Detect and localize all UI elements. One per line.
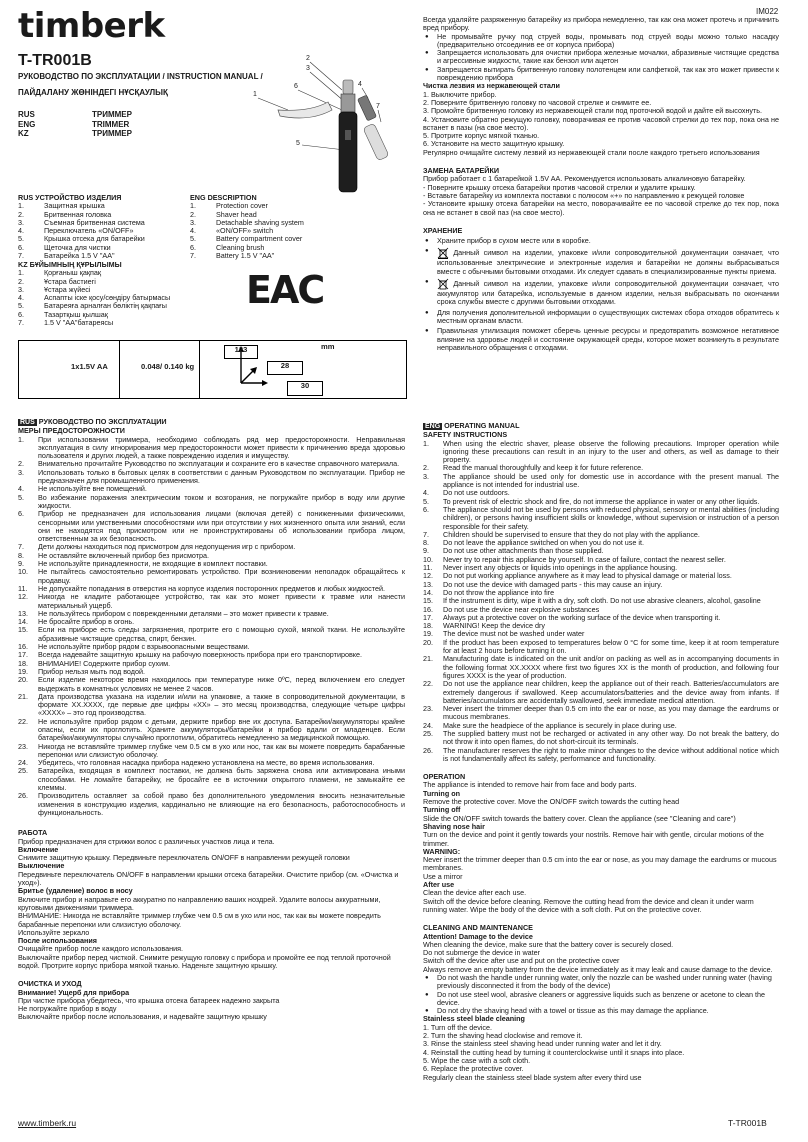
safety-item-text: Не оставляйте включенный прибор без присмотра. xyxy=(38,550,210,560)
paragraph: Не погружайте прибор в воду xyxy=(18,1004,117,1014)
device-part-label: Щеточка для чистки xyxy=(44,242,111,252)
item-number: 6. xyxy=(423,504,429,514)
paragraph: Выключайте прибор перед чисткой. Снимите режущую головку с прибора и промойте ее под теплой проточной водой. Протрите корпус прибора мягкой тканью. Наденьте защитную крышку. xyxy=(18,952,391,970)
item-number: 23. xyxy=(18,741,28,751)
item-number: 10. xyxy=(423,554,433,564)
paragraph: 3. Rinse the stainless steel shaving head under running water and let it dry. xyxy=(423,1039,662,1049)
item-number: 25. xyxy=(18,766,28,776)
device-part-item xyxy=(190,252,350,260)
device-part-label: Аспапты іске қосу/сөндіру батырмасы xyxy=(44,293,171,303)
item-number: 15. xyxy=(18,625,28,635)
device-part-item xyxy=(18,319,218,327)
device-description-kz xyxy=(18,261,218,327)
safety-item-text: Всегда надевайте защитную крышку на рабочую поверхность прибора при его транспортировке. xyxy=(38,650,362,660)
safety-item-text: Производитель оставляет за собой право без дополнительного уведомления вносить незначительные изменения в конструкцию изделия, кардинально не влияющие на его безопасность, работоспособность и функциональность. xyxy=(38,791,405,817)
safety-item-text: The device must not be washed under water xyxy=(443,629,585,639)
safety-item xyxy=(423,705,779,722)
item-number: 21. xyxy=(423,654,433,664)
item-number: 4. xyxy=(18,484,24,494)
paragraph: 2. Turn the shaving head clockwise and remove it. xyxy=(423,1031,583,1041)
specs-table xyxy=(18,340,407,399)
item-number: 11. xyxy=(423,563,433,573)
item-number: 4. xyxy=(18,226,24,236)
paragraph: Turn on the device and point it gently towards your nostrils. Remove hair with gentle, circular motions of the trimmer. xyxy=(423,830,764,848)
item-number: 1. xyxy=(18,434,24,444)
item-number: 20. xyxy=(18,675,28,685)
paragraph: После использования xyxy=(18,936,97,946)
safety-item-text: Never insert the trimmer deeper than 0.5 cm into the ear or nose, as you may damage the eardrums or mucous membranes. xyxy=(443,704,779,722)
safety-item-text: Do not use the device near explosive substances xyxy=(443,604,600,614)
item-number: 26. xyxy=(423,745,433,755)
safety-item-text: Do not use outdoors. xyxy=(443,488,510,498)
safety-item-text: When using the electric shaver, please observe the following precautions. Improper operation while ignoring these precautions can result in an injury to the user and others, as well as damage to their property. xyxy=(443,438,779,465)
device-en-title: ENG DESCRIPTION xyxy=(190,193,257,202)
spec-unit: mm xyxy=(321,342,335,351)
device-part-item xyxy=(190,235,350,243)
item-number: 5. xyxy=(18,492,24,502)
safety-item-text: Не пользуйтесь прибором с поврежденными деталями – это может привести к травме. xyxy=(38,608,329,618)
item-number: 18. xyxy=(423,621,433,631)
paragraph: Clean the device after each use. xyxy=(423,888,527,898)
item-number: 3. xyxy=(18,284,24,294)
item-number: 5. xyxy=(190,234,196,244)
item-number: 22. xyxy=(18,716,28,726)
paragraph: 4. Reinstall the cutting head by turning it counterclockwise until it snaps into place. xyxy=(423,1047,685,1057)
device-part-label: Тазартқыш қылшақ xyxy=(44,309,108,319)
item-number: 20. xyxy=(423,637,433,647)
ru-safety-title: МЕРЫ ПРЕДОСТОРОЖНОСТИ xyxy=(18,426,125,436)
paragraph: Включите прибор и направьте его аккуратно по направлению ваших ноздрей. Удалите волосы аккуратными, круговыми движениями триммера. xyxy=(18,894,381,912)
safety-item-text: Никогда не кладите работающее устройство, так как это может привести к травме или нанести материальный ущерб. xyxy=(38,592,405,610)
safety-item-text: If the product has been exposed to temperatures below 0 °C for some time, keep it at room temperature for at least 2 hours before turning it on. xyxy=(443,637,779,656)
item-number: 16. xyxy=(18,642,28,652)
safety-item-text: WARNING! Keep the device dry xyxy=(443,621,545,631)
device-part-label: Protection cover xyxy=(216,201,268,211)
ru-manual xyxy=(18,418,405,1022)
bullet-item: ● Do not wash the handle under running water, only the nozzle can be washed under running water (having previously disconnected it from the body of the device) xyxy=(423,974,779,991)
safety-item-text: Батарейка, входящая в комплект поставки, не должна быть заряжена снова или активирована иными способами. Не ломайте батарейку, не бросайте ее в источники открытого пламени, не замыкайте ее клеммы. xyxy=(38,766,405,793)
item-number: 21. xyxy=(18,691,28,701)
item-number: 12. xyxy=(18,592,28,602)
paragraph: 6. Replace the protective cover. xyxy=(423,1064,524,1074)
item-number: 18. xyxy=(18,658,28,668)
paragraph: Внимание! Ущерб для прибора xyxy=(18,987,130,997)
paragraph: Снимите защитную крышку. Передвиньте переключатель ON/OFF в направлении режущей головки xyxy=(18,853,350,863)
item-number: 14. xyxy=(18,617,28,627)
manual-title xyxy=(18,71,263,99)
safety-item xyxy=(18,593,405,610)
paragraph: Slide the ON/OFF switch towards the battery cover. Clean the appliance (see "Cleaning and care") xyxy=(423,813,736,823)
safety-item-text: Do not put working appliance anywhere as it may lead to physical damage or material loss. xyxy=(443,571,732,581)
language-code: KZ xyxy=(18,129,29,138)
bullet-item: ● Запрещается вытирать бритвенную головку полотенцем или салфеткой, так как это может привести к повреждению прибора xyxy=(423,66,779,83)
paragraph: WARNING: xyxy=(423,846,461,856)
safety-item-text: To prevent risk of electric shock and fire, do not immerse the appliance in water or any other liquids. xyxy=(443,496,760,506)
device-part-label: Батареяға арналған бөліктің қақпағы xyxy=(44,301,167,311)
paragraph: - Установите крышку отсека батарейки на место, поворачивайте ее по часовой стрелке до тех пор, пока она не встанет в свой паз (на свое место). xyxy=(423,199,779,217)
item-number: 13. xyxy=(18,608,28,618)
safety-item-text: Do not throw the appliance into fire xyxy=(443,587,555,597)
device-part-label: 1.5 V "AA"батареясы xyxy=(44,318,114,328)
spec-weight: 0.048/ 0.140 kg xyxy=(141,362,195,371)
item-number: 16. xyxy=(423,604,433,614)
safety-item-text: Внимательно прочитайте Руководство по эксплуатации и сохраните его в качестве справочного материала. xyxy=(38,459,400,469)
item-number: 7. xyxy=(18,251,24,261)
safety-item-text: Не бросайте прибор в огонь. xyxy=(38,617,135,627)
safety-item xyxy=(18,743,405,760)
safety-item xyxy=(423,440,779,465)
paragraph: ВНИМАНИЕ: Никогда не вставляйте триммер глубже чем 0.5 см в ухо или нос, так как вы можете повредить барабанные перепонки или слизистую оболочку. xyxy=(18,911,381,929)
item-number: 3. xyxy=(190,217,196,227)
safety-item-text: Make sure the headpiece of the appliance is securely in place during use. xyxy=(443,720,677,730)
device-part-label: Detachable shaving system xyxy=(216,217,304,227)
paragraph: Switch off the device after use and put on the protective cover xyxy=(423,956,620,966)
crossed-bin-icon xyxy=(437,279,453,288)
dimension-height: 123 xyxy=(224,345,258,359)
brand-logo: timberk xyxy=(18,6,165,46)
paragraph: - Вставьте батарейку из комплекта поставки с полюсом «+» по направлению к режущей головке xyxy=(423,190,745,200)
item-number: 2. xyxy=(18,276,24,286)
paragraph: 2. Поверните бритвенную головку по часовой стрелке и снимите ее. xyxy=(423,97,652,107)
device-part-item xyxy=(190,202,350,210)
device-description-ru xyxy=(18,194,188,260)
paragraph: Всегда удаляйте разряженную батарейку из прибора немедленно, так как она может протечь и причинить вред прибору. xyxy=(423,15,779,33)
ru-battery-title: ЗАМЕНА БАТАРЕЙКИ xyxy=(423,166,500,176)
paragraph: The appliance is intended to remove hair from face and body parts. xyxy=(423,780,637,790)
callout-7: 7 xyxy=(376,103,380,110)
footer-url-link[interactable]: www.timberk.ru xyxy=(18,1118,77,1128)
dimension-width: 28 xyxy=(267,361,303,375)
paragraph: Выключение xyxy=(18,861,65,871)
item-number: 19. xyxy=(18,666,28,676)
item-number: 3. xyxy=(18,467,24,477)
paragraph: Attention! Damage to the device xyxy=(423,931,533,941)
callout-6: 6 xyxy=(294,83,298,90)
paragraph: Бритье (удаление) волос в носу xyxy=(18,886,133,896)
manual-title-line-2: ПАЙДАЛАНУ ЖӨНІНДЕГІ НҰСҚАУЛЫҚ xyxy=(18,88,168,97)
item-number: 8. xyxy=(18,550,24,560)
device-part-label: Переключатель «ON/OFF» xyxy=(44,226,134,236)
item-number: 13. xyxy=(423,579,433,589)
storage-text: Для получения дополнительной информации о существующих системах сбора отходов обратитесь к местным органам власти. xyxy=(437,307,779,325)
device-description-en xyxy=(190,194,350,260)
paragraph: Выключайте прибор после использования, и надевайте защитную крышку xyxy=(18,1012,267,1022)
item-number: 2. xyxy=(18,459,24,469)
storage-item xyxy=(423,278,779,307)
safety-item-text: Do not use the appliance near children, keep the appliance out of their reach. Batteries/accumulators are extremely dangerous if swallowed. Keep accumulators/batteries and the device away from infants. If batteries/accumulators are accidentally swallowed, seek immediate medical attention. xyxy=(443,679,779,705)
paragraph: 3. Промойте бритвенную головку из нержавеющей стали под проточной водой и дайте ей высохнуть. xyxy=(423,106,763,116)
device-part-label: Защитная крышка xyxy=(44,201,105,211)
en-op-title: OPERATION xyxy=(423,772,466,782)
safety-item-text: ВНИМАНИЕ! Содержите прибор сухим. xyxy=(38,658,171,668)
paragraph: Do not submerge the device in water xyxy=(423,948,541,958)
safety-item xyxy=(423,506,779,531)
safety-item xyxy=(18,767,405,792)
en-manual xyxy=(423,422,779,1082)
device-part-label: Ұстара жүйесі xyxy=(44,284,91,294)
safety-item xyxy=(18,436,405,461)
paragraph: When cleaning the device, make sure that the battery cover is securely closed. xyxy=(423,939,674,949)
ru-storage-title: ХРАНЕНИЕ xyxy=(423,225,463,235)
item-number: 5. xyxy=(18,234,24,244)
paragraph: Always remove an empty battery from the device immediately as it may leak and cause damage to the device. xyxy=(423,964,773,974)
item-number: 4. xyxy=(423,488,429,498)
callout-5: 5 xyxy=(296,140,300,147)
device-part-label: Shaver head xyxy=(216,209,257,219)
manual-title-line-1: РУКОВОДСТВО ПО ЭКСПЛУАТАЦИИ / INSTRUCTION MANUAL / xyxy=(18,72,263,81)
safety-item-text: The manufacturer reserves the right to make minor changes to the device without additional notice which is not fundamentally affect its safety, performance and functionality. xyxy=(443,745,779,763)
item-number: 8. xyxy=(423,538,429,548)
bullet-item: ● Do not dry the shaving head with a towel or tissue as this may damage the appliance. xyxy=(423,1007,779,1015)
device-part-label: Қорғаныш қақпақ xyxy=(44,268,102,278)
item-number: 12. xyxy=(423,571,433,581)
safety-item xyxy=(18,718,405,743)
safety-item-text: Прибор не предназначен для использования лицами (включая детей) с пониженными физическими, сенсорными или умственными способностями или при отсутствии у них жизненного опыта или знаний, если они не находятся под присмотром или не проинструктированы об использовании прибора лицом, ответственным за их безопасность. xyxy=(38,509,405,544)
storage-text: Правильная утилизация поможет сберечь ценные ресурсы и предотвратить возможное негативное влияние на здоровье людей и состояние окружающей среды, которое может возникнуть в результате неправильного обращения с отходами. xyxy=(437,326,779,352)
safety-item-text: The supplied battery must not be recharged or activated in any other way. Do not break the battery, do not throw it into open flames, do not short-circuit its terminals. xyxy=(443,728,779,747)
paragraph: Прибор работает с 1 батарейкой 1.5V AA. Рекомендуется использовать алкалиновую батарейку. xyxy=(423,174,746,184)
device-ru-title: RUS УСТРОЙСТВО ИЗДЕЛИЯ xyxy=(18,193,122,202)
paragraph: 4. Установите обратно режущую головку, поворачивая ее против часовой стрелки до тех пор, пока она не встанет в пазы (на свое место). xyxy=(423,114,779,132)
paragraph: Never insert the trimmer deeper than 0.5 cm into the ear or nose, as you may damage the eardrums or mucous membranes. xyxy=(423,855,777,873)
safety-item xyxy=(18,510,405,543)
safety-item xyxy=(18,693,405,718)
safety-item-text: Не пытайтесь самостоятельно ремонтировать устройство. При возникновении неполадок обращайтесь к продавцу. xyxy=(38,567,405,585)
safety-item-text: Прибор нельзя мыть под водой. xyxy=(38,666,145,676)
paragraph: After use xyxy=(423,880,455,890)
safety-item-text: Не используйте прибор рядом с детьми, держите прибор вне их доступа. Батарейки/аккумуляторы крайне опасны, если их проглотить. Храните аккумуляторы/батарейки и прибор вдали от младенцев. Если батарейки/аккумуляторы случайно проглотили, обратитесь немедленно за медицинской помощью. xyxy=(38,716,405,743)
bullet-item: ● Запрещается использовать для очистки прибора железные мочалки, абразивные чистящие средства и агрессивные жидкости, такие как бензол или ацетон xyxy=(423,49,779,66)
safety-item-text: Дата производства указана на изделии и/или на упаковке, а также в сопроводительной документации, в формате XX.XXXX, где первые две цифры «XX» – это месяц производства, следующие четыре цифры «XXXX» – это год производства. xyxy=(38,691,405,718)
en-safety-title: SAFETY INSTRUCTIONS xyxy=(423,430,508,440)
safety-item-text: Если изделие некоторое время находилось при температуре ниже 0ºС, перед включением его следует выдержать в комнатных условиях не менее 2 часов. xyxy=(38,675,405,693)
device-part-label: Батарейка 1.5 V "AA" xyxy=(44,251,115,261)
callout-1: 1 xyxy=(253,91,257,98)
item-number: 22. xyxy=(423,679,433,689)
safety-item-text: Не используйте вне помещений. xyxy=(38,484,147,494)
safety-item-text: Во избежание поражения электрическим током и возгорания, не погружайте прибор в воду или другие жидкости. xyxy=(38,492,405,510)
paragraph: 1. Turn off the device. xyxy=(423,1022,492,1032)
storage-item xyxy=(423,247,779,276)
item-number: 6. xyxy=(18,242,24,252)
item-number: 6. xyxy=(18,309,24,319)
language-name: ТРИММЕР xyxy=(92,129,132,138)
safety-item-text: Manufacturing date is indicated on the unit and/or on packing as well as in accompanying documents in the following format XX.XXXX where first two figures XX is the month of production, and following four figures XXXX is the year of production. xyxy=(443,654,779,680)
language-name: ТРИММЕР xyxy=(92,110,132,119)
spec-battery: 1x1.5V AA xyxy=(71,362,108,371)
item-number: 1. xyxy=(18,201,24,211)
safety-item-text: Never insert any objects or liquids into openings in the appliance housing. xyxy=(443,563,678,573)
paragraph: Прибор предназначен для стрижки волос с различных участков лица и тела. xyxy=(18,836,275,846)
language-code: ENG xyxy=(18,119,36,129)
safety-item-text: Не допускайте попадания в отверстия на корпусе изделия посторонних предметов и любых жидкостей. xyxy=(38,583,385,593)
paragraph: 5. Протрите корпус мягкой тканью. xyxy=(423,131,540,141)
item-number: 2. xyxy=(18,209,24,219)
device-part-label: Ұстара бастиегі xyxy=(44,276,96,286)
callout-2: 2 xyxy=(306,55,310,62)
safety-item-text: Do not leave the appliance switched on when you do not use it. xyxy=(443,538,644,548)
paragraph: Switch off the device before cleaning. Remove the cutting head from the device and clean it under warm running water. Wipe the body of the device with a soft cloth. Put on the protective cover. xyxy=(423,896,754,914)
safety-item xyxy=(423,747,779,764)
dimension-depth: 30 xyxy=(287,381,323,396)
model-title: T-TR001B xyxy=(18,52,92,69)
device-part-label: «ON/OFF» switch xyxy=(216,226,274,236)
trimmer-diagram xyxy=(250,50,400,200)
safety-item-text: Если на приборе есть следы загрязнения, протрите его с помощью сухой, мягкой ткани. Не используйте абразивные чистящие средства, спирт, бензин. xyxy=(38,625,405,643)
safety-item xyxy=(423,473,779,490)
safety-item xyxy=(423,655,779,680)
safety-item-text: Не используйте прибор рядом с взрывоопасными веществами. xyxy=(38,642,250,652)
paragraph: 5. Wipe the case with a soft cloth. xyxy=(423,1055,531,1065)
storage-item xyxy=(423,309,779,326)
device-part-label: Battery compartment cover xyxy=(216,234,303,244)
crossed-bin-icon xyxy=(437,248,453,257)
safety-item-text: The appliance should be used only for domestic use in accordance with the present manual. The appliance is not intended for industrial use. xyxy=(443,471,779,490)
paragraph: Turning off xyxy=(423,805,461,815)
item-number: 10. xyxy=(18,567,28,577)
paragraph: Передвиньте переключатель ON/OFF в направлении крышки отсека батарейки. Очистите прибор (см. «Очистка и уход»). xyxy=(18,869,399,888)
safety-item xyxy=(18,494,405,511)
item-number: 15. xyxy=(423,596,433,606)
safety-item xyxy=(18,626,405,643)
trimmer-body-icon xyxy=(339,112,357,192)
language-list xyxy=(18,110,132,139)
item-number: 1. xyxy=(190,201,196,211)
paragraph: 1. Выключите прибор. xyxy=(423,89,497,99)
item-number: 7. xyxy=(190,251,196,261)
item-number: 4. xyxy=(18,293,24,303)
item-number: 7. xyxy=(18,542,24,552)
paragraph: Remove the protective cover. Move the ON/OFF switch towards the cutting head xyxy=(423,797,680,807)
storage-text: Данный символ на изделии, упаковке и/или сопроводительной документации означает, что аккумулятор или батарейка, используемые в данном изделии, нельзя выбрасывать по окончании срока службы вместе с другими бытовыми отходами. xyxy=(437,278,779,307)
item-number: 3. xyxy=(18,217,24,227)
paragraph: Use a mirror xyxy=(423,871,463,881)
safety-item-text: Read the manual thoroughfully and keep it for future reference. xyxy=(443,463,644,473)
item-number: 1. xyxy=(423,438,429,448)
item-number: 7. xyxy=(423,529,429,539)
safety-item-text: Always put a protective cover on the working surface of the device when transporting it. xyxy=(443,612,721,622)
item-number: 9. xyxy=(423,546,429,556)
item-number: 23. xyxy=(423,704,433,714)
item-number: 9. xyxy=(18,559,24,569)
language-name: TRIMMER xyxy=(92,119,130,129)
paragraph: - Поверните крышку отсека батарейки против часовой стрелки и удалите крышку. xyxy=(423,182,696,192)
safety-item-text: Never try to repair this appliance by yourself. In case of failure, contact the nearest seller. xyxy=(443,554,726,564)
item-number: 25. xyxy=(423,728,433,738)
item-number: 11. xyxy=(18,583,28,593)
safety-item-text: If the instrument is dirty, wipe it with a dry, soft cloth. Do not use abrasive cleaners, alcohol, gasoline xyxy=(443,596,761,606)
bullet-item: ● Не промывайте ручку под струей воды, промывать под струей воды можно только насадку (предварительно отсоединив ее от корпуса прибора) xyxy=(423,33,779,50)
safety-item-text: Не используйте принадлежности, не входящие в комплект поставки. xyxy=(38,559,268,569)
item-number: 4. xyxy=(190,226,196,236)
cleaning-brush-icon xyxy=(278,102,332,118)
item-number: 24. xyxy=(18,758,28,768)
device-part-label: Battery 1.5 V "AA" xyxy=(216,251,275,261)
paragraph: Turning on xyxy=(423,788,460,798)
device-kz-title: KZ БҰЙЫМНЫҢ ҚҰРЫЛЫМЫ xyxy=(18,260,122,269)
safety-item-text: Использовать только в бытовых целях в соответствии с данным Руководством по эксплуатации. Прибор не предназначен для промышленного применения. xyxy=(38,467,405,486)
item-number: 6. xyxy=(190,242,196,252)
paragraph: 6. Установите на место защитную крышку. xyxy=(423,139,565,149)
safety-item xyxy=(18,469,405,486)
footer-model: T-TR001B xyxy=(728,1118,767,1128)
ru-blade-title: Чистка лезвия из нержавеющей стали xyxy=(423,81,560,91)
ru-care-title: ОЧИСТКА И УХОД xyxy=(18,979,82,989)
safety-item-text: Do not use other attachments than those supplied. xyxy=(443,546,604,556)
safety-item-text: The appliance should not be used by persons with reduced physical, sensory or mental abilities (including children), or persons having insufficient skills or knowledge, without supervision or instruction of a person responsible for their safety. xyxy=(443,504,779,531)
device-part-label: Съемная бритвенная система xyxy=(44,217,145,227)
item-number: 14. xyxy=(423,587,433,597)
bullet-item: ● Do not use steel wool, abrasive cleaners or aggressive liquids such as benzene or acetone to clean the device. xyxy=(423,991,779,1008)
paragraph: Shaving nose hair xyxy=(423,821,485,831)
item-number: 26. xyxy=(18,791,28,801)
safety-item xyxy=(18,568,405,585)
safety-item-text: Дети должны находиться под присмотром для недопущения игр с прибором. xyxy=(38,542,296,552)
item-number: 5. xyxy=(423,496,429,506)
paragraph: При чистке прибора убедитесь, что крышка отсека батареек надежно закрыта xyxy=(18,995,280,1005)
en-title: OPERATING MANUAL xyxy=(444,421,520,430)
device-part-label: Крышка отсека для батарейки xyxy=(44,234,145,244)
item-number: 19. xyxy=(423,629,433,639)
item-number: 2. xyxy=(190,209,196,219)
device-part-label: Бритвенная головка xyxy=(44,209,112,219)
paragraph: Очищайте прибор после каждого использования. xyxy=(18,944,184,954)
callout-4: 4 xyxy=(358,81,362,88)
safety-item xyxy=(423,680,779,705)
ru-work-title: РАБОТА xyxy=(18,828,48,838)
safety-item xyxy=(18,792,405,817)
storage-text: Данный символ на изделии, упаковке и/или сопроводительной документации означает, что использованные электрические и электронные изделия и батарейки не должны выбрасываться вместе с обычными бытовыми отходами. Их следует сдавать в специализированные пункты приема. xyxy=(437,248,779,276)
paragraph: Regularly clean the stainless steel blade system after every third use xyxy=(423,1072,642,1082)
item-number: 1. xyxy=(18,268,24,278)
item-number: 7. xyxy=(18,318,24,328)
eac-mark: EAC xyxy=(246,268,324,312)
item-number: 6. xyxy=(18,509,24,519)
device-part-label: Cleaning brush xyxy=(216,242,265,252)
item-number: 17. xyxy=(423,612,433,622)
storage-text: Храните прибор в сухом месте или в коробке. xyxy=(437,236,591,246)
paragraph: Используйте зеркало xyxy=(18,927,90,937)
en-clean-title: CLEANING AND MAINTENANCE xyxy=(423,923,533,933)
ru-title: РУКОВОДСТВО ПО ЭКСПЛУАТАЦИИ xyxy=(38,417,167,426)
item-number: 2. xyxy=(423,463,429,473)
storage-item xyxy=(423,327,779,352)
ru-badge: RUS xyxy=(20,419,35,426)
safety-item xyxy=(18,676,405,693)
callout-3: 3 xyxy=(306,65,310,72)
item-number: 5. xyxy=(18,301,24,311)
paragraph: Включение xyxy=(18,844,59,854)
safety-item xyxy=(423,639,779,656)
document-code: IM022 xyxy=(756,7,779,16)
safety-item-text: Children should be supervised to ensure that they do not play with the appliance. xyxy=(443,529,700,539)
item-number: 24. xyxy=(423,720,433,730)
en-blade-title: Stainless steel blade cleaning xyxy=(423,1014,525,1024)
language-code: RUS xyxy=(18,110,35,119)
safety-item-text: При использовании триммера, необходимо соблюдать ряд мер предосторожности. Неправильная эксплуатация в силу игнорирования мер предосторожности может привести к причинению вреда здоровью пользователя и других людей, а также повреждению изделия и имуществу. xyxy=(38,434,405,461)
ru-manual-continued xyxy=(423,16,779,352)
storage-item xyxy=(423,237,779,245)
safety-item-text: Никогда не вставляйте триммер глубже чем 0.5 см в ухо или нос, так как вы можете повредить барабанные перепонки или слизистую оболочку. xyxy=(38,741,405,759)
safety-item xyxy=(423,730,779,747)
item-number: 3. xyxy=(423,471,429,481)
item-number: 17. xyxy=(18,650,28,660)
en-badge: ENG xyxy=(425,423,441,430)
safety-item-text: Убедитесь, что головная насадка прибора надежно установлена на месте, во время использования. xyxy=(38,758,375,768)
paragraph: Регулярно очищайте систему лезвий из нержавеющей стали после каждого третьего использования xyxy=(423,147,760,157)
safety-item-text: Do not use the device with damaged parts - this may cause an injury. xyxy=(443,579,663,589)
